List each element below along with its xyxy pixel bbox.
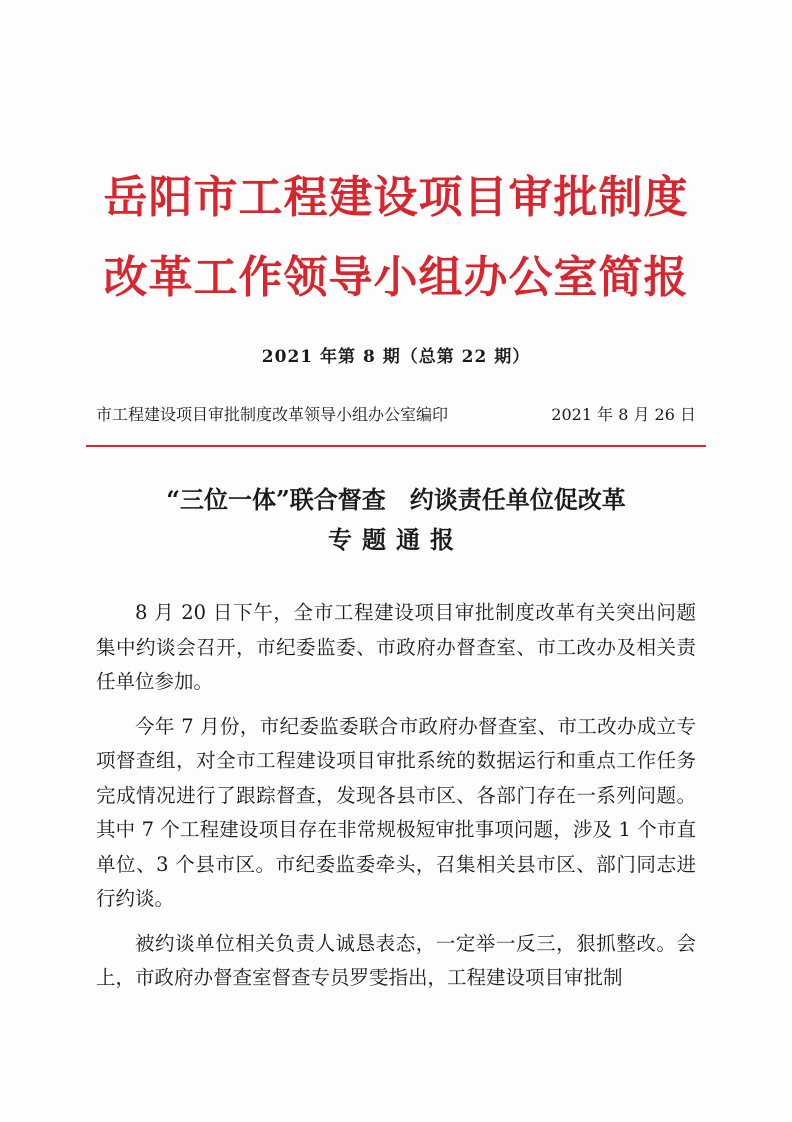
article-body — [96, 596, 696, 996]
paragraph: 今年 7 月份，市纪委监委联合市政府办督查室、市工改办成立专项督查组，对全市工程建设项目审批系统的数据运行和重点工作任务完成情况进行了跟踪督查，发现各县市区、各部门存在一系列问题。其中 7 个工程建设项目存在非常规极短审批事项问题，涉及 1 个市直单位、3 个县市区。市纪委监委牵头，召集相关县市区、部门同志进行约谈。 — [96, 714, 696, 910]
paragraph: 8 月 20 日下午，全市工程建设项目审批制度改革有关突出问题集中约谈会召开，市纪委监委、市政府办督查室、市工改办及相关责任单位参加。 — [96, 601, 696, 693]
paragraph: 被约谈单位相关负责人诚恳表态，一定举一反三，狠抓整改。会上，市政府办督查室督查专员罗雯指出，工程建设项目审批制 — [96, 931, 696, 989]
article-title-line-1: “三位一体”联合督查 约谈责任单位促改革 — [166, 485, 626, 514]
masthead-title-line-1: 岳阳市工程建设项目审批制度 — [103, 172, 689, 223]
masthead-title-line-2: 改革工作领导小组办公室简报 — [103, 252, 689, 303]
publisher: 市工程建设项目审批制度改革领导小组办公室编印 — [96, 405, 449, 424]
red-divider — [86, 445, 706, 447]
publication-date: 2021 年 8 月 26 日 — [551, 405, 696, 424]
article-title-line-2: 专题通报 — [328, 525, 464, 554]
issue-number: 2021 年第 8 期（总第 22 期） — [261, 347, 531, 367]
